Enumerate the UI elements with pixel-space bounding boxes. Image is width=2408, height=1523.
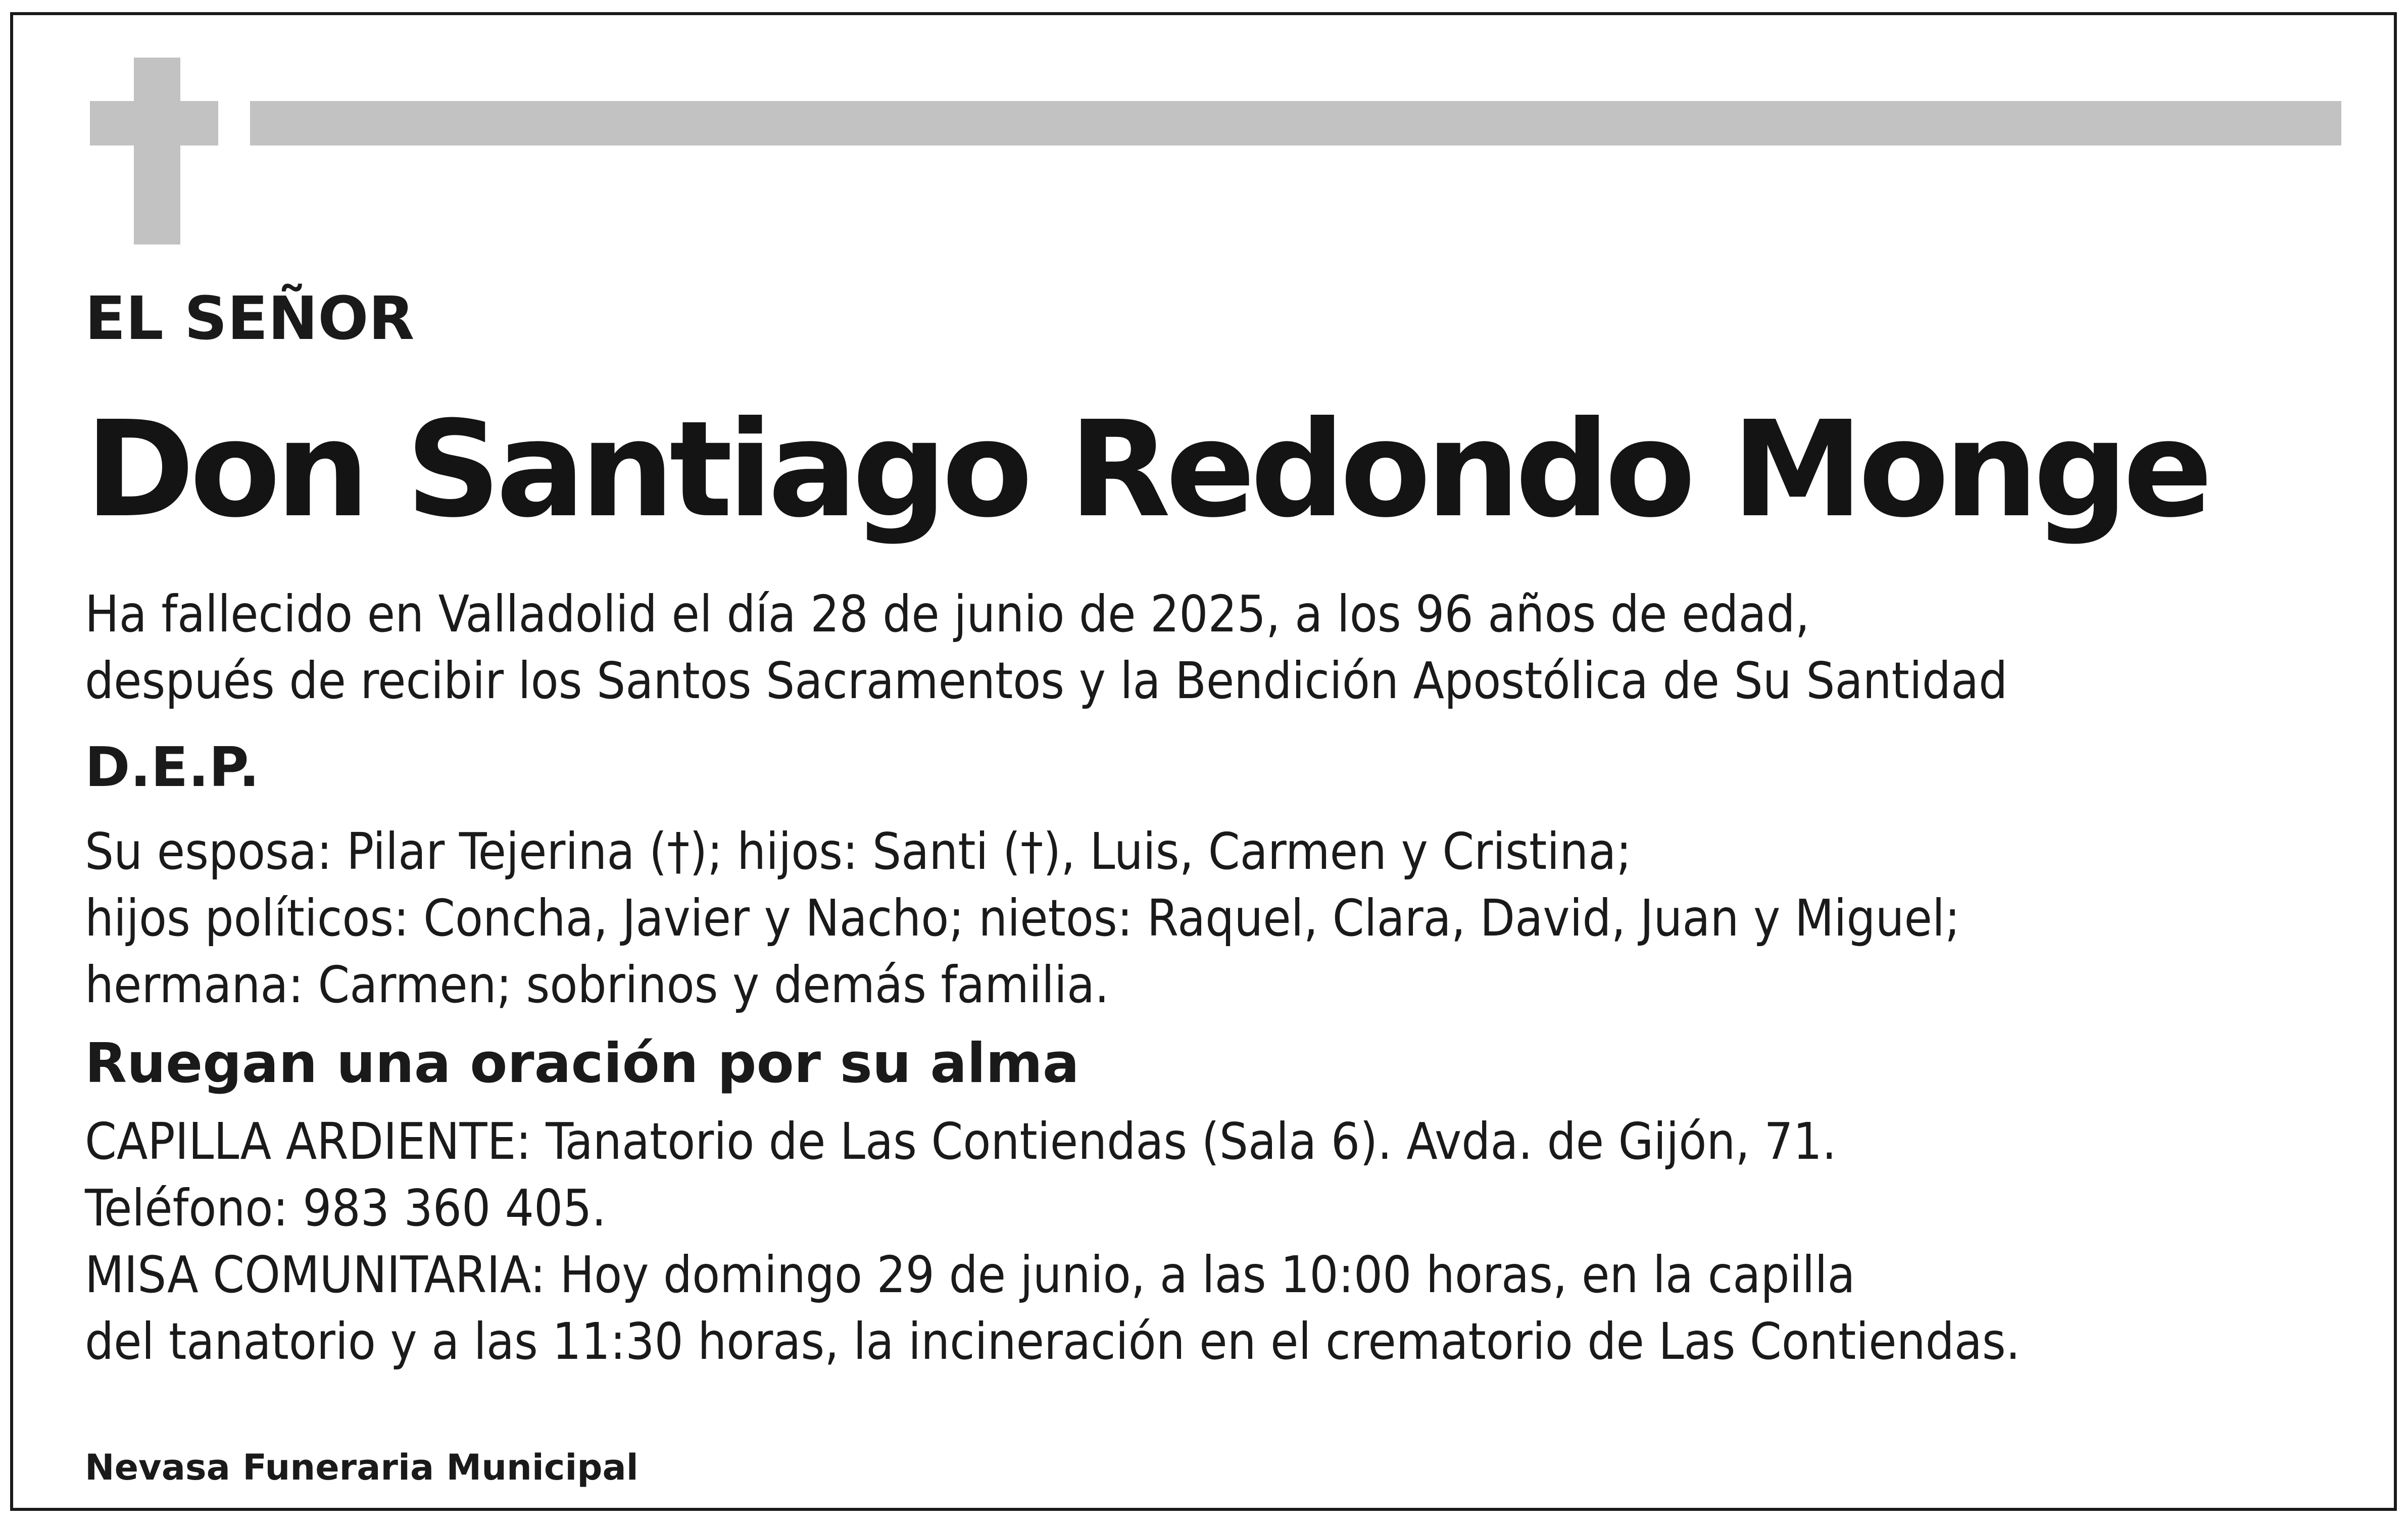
obituary-content xyxy=(85,283,2343,1375)
header-rule xyxy=(250,101,2341,145)
details-line: CAPILLA ARDIENTE: Tanatorio de Las Contiendas (Sala 6). Avda. de Gijón, 71. xyxy=(85,1112,1837,1171)
prayer-request-heading: Ruegan una oración por su alma xyxy=(85,1032,1079,1095)
honorific: EL SEÑOR xyxy=(85,283,415,353)
details-line: Teléfono: 983 360 405. xyxy=(85,1178,607,1238)
family-line: Su esposa: Pilar Tejerina (†); hijos: Santi (†), Luis, Carmen y Cristina; xyxy=(85,822,1632,881)
deceased-name: Don Santiago Redondo Monge xyxy=(85,392,2208,547)
details-paragraph xyxy=(85,1108,2343,1375)
cross-horizontal-bar xyxy=(90,101,218,145)
details-line: MISA COMUNITARIA: Hoy domingo 29 de junio, a las 10:00 horas, en la capilla xyxy=(85,1245,1855,1304)
dep-heading: D.E.P. xyxy=(85,736,260,799)
family-line: hijos políticos: Concha, Javier y Nacho; nietos: Raquel, Clara, David, Juan y Miguel; xyxy=(85,889,1960,948)
announcement-line: Ha fallecido en Valladolid el día 28 de junio de 2025, a los 96 años de edad, xyxy=(85,584,1810,644)
funeral-home-credit: Nevasa Funeraria Municipal xyxy=(85,1447,638,1488)
family-paragraph xyxy=(85,818,2343,1018)
details-line: del tanatorio y a las 11:30 horas, la incineración en el crematorio de Las Contiendas. xyxy=(85,1312,2021,1371)
family-line: hermana: Carmen; sobrinos y demás familia. xyxy=(85,955,1109,1014)
announcement-line: después de recibir los Santos Sacramentos y la Bendición Apostólica de Su Santidad xyxy=(85,651,2008,710)
announcement-paragraph xyxy=(85,581,2343,714)
cross-vertical-bar xyxy=(134,58,180,244)
